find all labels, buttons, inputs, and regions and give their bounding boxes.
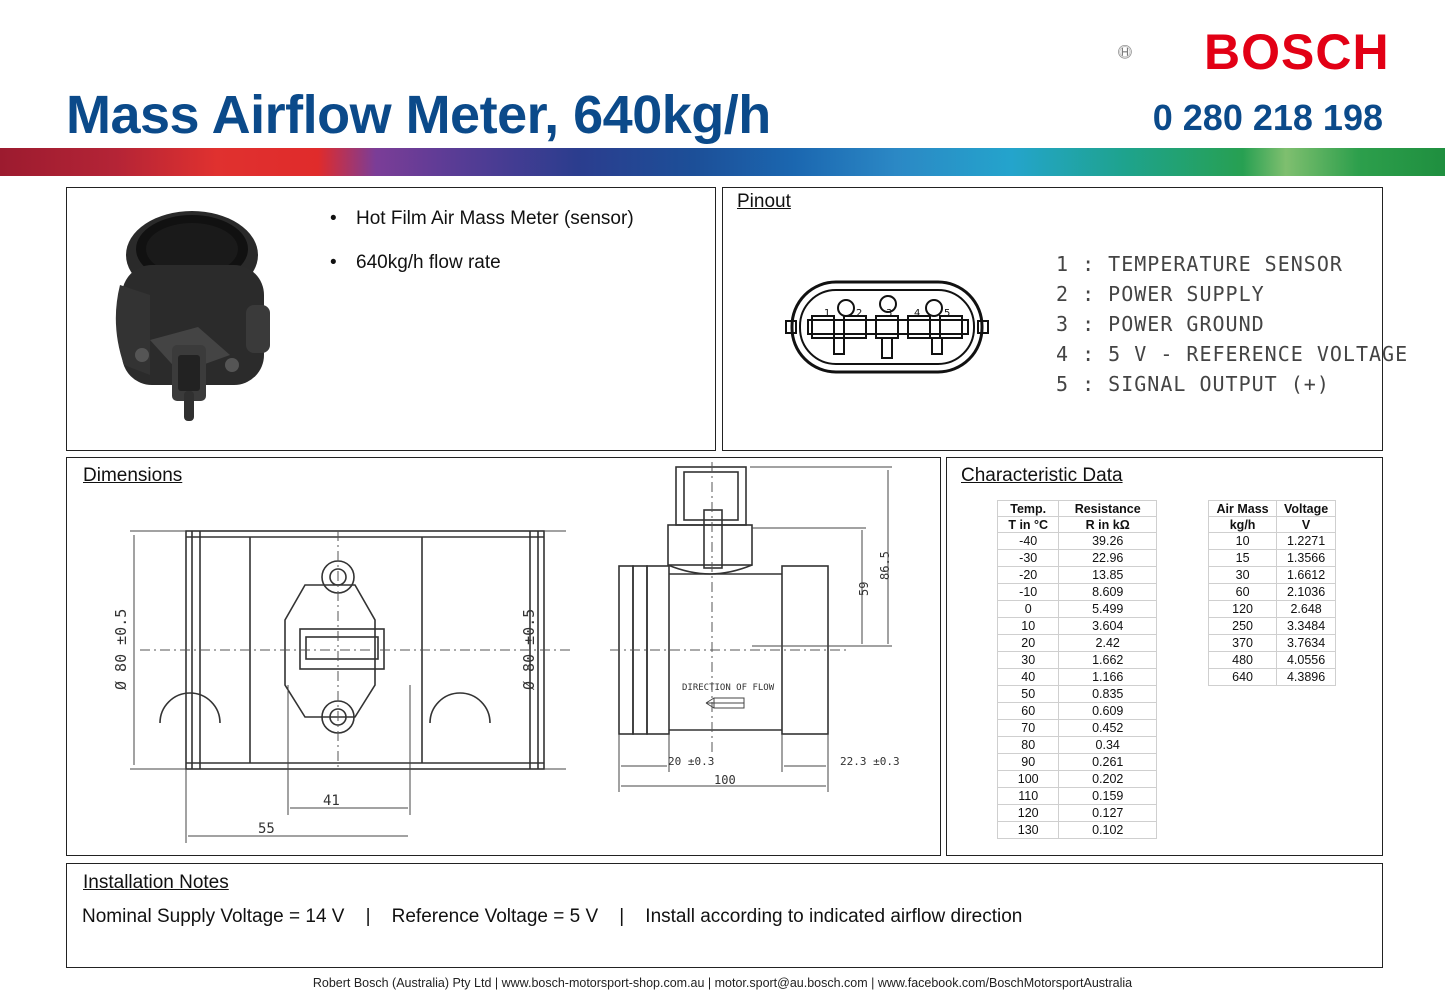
dim-55: 55: [258, 821, 275, 837]
table-cell: 20: [998, 635, 1059, 652]
table-row: [998, 805, 1157, 822]
table-cell: 5.499: [1059, 601, 1157, 618]
feature-list: [330, 208, 634, 296]
flow-direction-label: DIRECTION OF FLOW: [682, 683, 775, 693]
table-cell: 0.835: [1059, 686, 1157, 703]
table-cell: 15: [1209, 550, 1277, 567]
table-cell: 30: [998, 652, 1059, 669]
table-cell: 4.0556: [1277, 652, 1336, 669]
table-cell: 10: [998, 618, 1059, 635]
pin-number: 2: [856, 308, 863, 319]
table-row: [1209, 567, 1336, 584]
table-row: [1209, 669, 1336, 686]
table-cell: 80: [998, 737, 1059, 754]
table-header: R in kΩ: [1059, 517, 1157, 533]
table-header: T in °C: [998, 517, 1059, 533]
table-row: [998, 720, 1157, 737]
table-cell: 39.26: [1059, 533, 1157, 550]
brand-name: BOSCH: [1204, 24, 1390, 80]
table-cell: 8.609: [1059, 584, 1157, 601]
product-photo: [110, 205, 280, 425]
table-row: [998, 737, 1157, 754]
table-row: [998, 686, 1157, 703]
feature-item: • 640kg/h flow rate: [330, 252, 634, 274]
airmass-voltage-table: [1208, 500, 1336, 686]
table-row: [998, 618, 1157, 635]
table-cell: 90: [998, 754, 1059, 771]
table-cell: 2.1036: [1277, 584, 1336, 601]
table-cell: 0: [998, 601, 1059, 618]
table-cell: 22.96: [1059, 550, 1157, 567]
table-cell: 0.452: [1059, 720, 1157, 737]
table-cell: 60: [1209, 584, 1277, 601]
pin-description: 3 : POWER GROUND: [1056, 312, 1265, 336]
part-number: 0 280 218 198: [1152, 97, 1383, 138]
table-cell: 50: [998, 686, 1059, 703]
table-cell: 1.166: [1059, 669, 1157, 686]
dimension-drawing-front: [100, 505, 570, 845]
table-cell: 0.127: [1059, 805, 1157, 822]
table-cell: 2.42: [1059, 635, 1157, 652]
dimension-drawing-side: [610, 462, 900, 792]
pin-list: [1056, 252, 1408, 402]
pin-number: 5: [944, 308, 951, 319]
pin-description: 4 : 5 V - REFERENCE VOLTAGE: [1056, 342, 1409, 366]
table-row: [998, 669, 1157, 686]
table-header: Air Mass: [1209, 501, 1277, 517]
table-cell: 250: [1209, 618, 1277, 635]
pin-number: 3: [886, 308, 893, 319]
dim-diameter-left: Ø 80 ±0.5: [112, 608, 130, 690]
table-cell: 110: [998, 788, 1059, 805]
connector-diagram: [782, 278, 994, 376]
page-title: Mass Airflow Meter, 640kg/h: [66, 85, 771, 145]
pinout-heading: Pinout: [737, 191, 791, 212]
table-row: [998, 822, 1157, 839]
table-cell: 120: [1209, 601, 1277, 618]
table-cell: 40: [998, 669, 1059, 686]
table-cell: 60: [998, 703, 1059, 720]
table-cell: 100: [998, 771, 1059, 788]
table-cell: 640: [1209, 669, 1277, 686]
table-row: [998, 652, 1157, 669]
color-stripe: [0, 148, 1445, 176]
dim-20: 20 ±0.3: [668, 755, 715, 768]
pin-description: 2 : POWER SUPPLY: [1056, 282, 1265, 306]
dim-100: 100: [714, 773, 736, 787]
dim-41: 41: [323, 793, 340, 809]
table-row: [998, 635, 1157, 652]
table-cell: 1.6612: [1277, 567, 1336, 584]
table-cell: 10: [1209, 533, 1277, 550]
table-header: Temp.: [998, 501, 1059, 517]
table-cell: 1.662: [1059, 652, 1157, 669]
dim-diameter-right: Ø 80 ±0.5: [520, 608, 538, 690]
installation-text: Nominal Supply Voltage = 14 V | Reference Voltage = 5 V | Install according to indicated airflow direction: [82, 906, 1023, 927]
pin-description: 5 : SIGNAL OUTPUT (+): [1056, 372, 1330, 396]
table-cell: -40: [998, 533, 1059, 550]
pin-description: 1 : TEMPERATURE SENSOR: [1056, 252, 1343, 276]
table-header: kg/h: [1209, 517, 1277, 533]
table-cell: -10: [998, 584, 1059, 601]
table-row: [1209, 652, 1336, 669]
table-row: [998, 754, 1157, 771]
table-row: [1209, 533, 1336, 550]
table-row: [998, 584, 1157, 601]
table-cell: 0.261: [1059, 754, 1157, 771]
table-row: [998, 567, 1157, 584]
table-cell: 370: [1209, 635, 1277, 652]
table-cell: 3.3484: [1277, 618, 1336, 635]
table-cell: 70: [998, 720, 1059, 737]
table-cell: 3.604: [1059, 618, 1157, 635]
table-cell: 2.648: [1277, 601, 1336, 618]
dimensions-heading: Dimensions: [83, 465, 183, 486]
feature-item: • Hot Film Air Mass Meter (sensor): [330, 208, 634, 230]
table-row: [998, 533, 1157, 550]
table-cell: 130: [998, 822, 1059, 839]
table-header: Voltage: [1277, 501, 1336, 517]
dim-86-5: 86.5: [878, 551, 892, 580]
table-cell: 120: [998, 805, 1059, 822]
footer-contact: Robert Bosch (Australia) Pty Ltd | www.bosch-motorsport-shop.com.au | motor.sport@au.bosch.com | www.facebook.com/BoschMotorsportAustralia: [312, 976, 1133, 990]
table-cell: -30: [998, 550, 1059, 567]
table-cell: 1.3566: [1277, 550, 1336, 567]
table-cell: 0.159: [1059, 788, 1157, 805]
table-cell: -20: [998, 567, 1059, 584]
pin-number: 1: [824, 308, 831, 319]
table-row: [1209, 635, 1336, 652]
table-row: [998, 601, 1157, 618]
table-cell: 0.34: [1059, 737, 1157, 754]
table-cell: 0.202: [1059, 771, 1157, 788]
table-row: [998, 771, 1157, 788]
characteristic-heading: Characteristic Data: [961, 465, 1123, 486]
pin-number: 4: [914, 308, 921, 319]
table-cell: 30: [1209, 567, 1277, 584]
table-row: [1209, 550, 1336, 567]
table-cell: 3.7634: [1277, 635, 1336, 652]
table-cell: 480: [1209, 652, 1277, 669]
bosch-logo: [1118, 20, 1180, 84]
installation-heading: Installation Notes: [83, 872, 229, 893]
table-cell: 1.2271: [1277, 533, 1336, 550]
dim-22-3: 22.3 ±0.3: [840, 755, 900, 768]
table-row: [1209, 601, 1336, 618]
table-cell: 4.3896: [1277, 669, 1336, 686]
table-row: [1209, 584, 1336, 601]
table-cell: 0.609: [1059, 703, 1157, 720]
temperature-resistance-table: [997, 500, 1157, 839]
table-cell: 13.85: [1059, 567, 1157, 584]
table-row: [998, 550, 1157, 567]
table-header: Resistance: [1059, 501, 1157, 517]
table-row: [998, 703, 1157, 720]
table-row: [998, 788, 1157, 805]
table-header: V: [1277, 517, 1336, 533]
table-row: [1209, 618, 1336, 635]
table-cell: 0.102: [1059, 822, 1157, 839]
dim-59: 59: [857, 581, 871, 596]
